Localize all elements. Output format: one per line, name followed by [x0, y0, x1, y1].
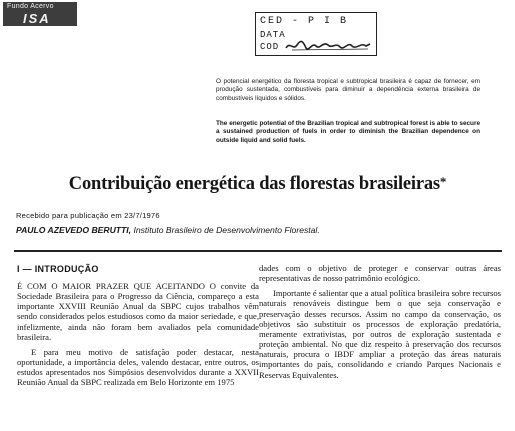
paragraph: É COM O MAIOR PRAZER QUE ACEITANDO O convite da Sociedade Brasileira para o Progresso da Ciência, compareço a esta importante XXVIII Reunião Anual da SBPC cujos trabalhos vêm sendo considerados pelos estudiosos como da maior seriedade, e que, infelizmente, ainda não foram bem avaliados pela comunidade brasileira. [17, 281, 259, 342]
stamp-code: CED - P I B [260, 16, 349, 27]
section-heading: I — INTRODUÇÃO [17, 264, 99, 274]
abstract-portuguese: O potencial energético da floresta tropical e subtropical brasileira é capaz de fornecer, em produção sustentada, combustíveis para diminuir a dependência externa brasileira de combustíveis líquidos e sólidos. [216, 78, 480, 102]
watermark-logo [3, 2, 77, 26]
author-name: PAULO AZEVEDO BERUTTI, [16, 225, 132, 235]
stamp-date-label: DATA [260, 30, 286, 40]
watermark-caption: Fundo Acervo [7, 3, 54, 10]
abstract-english: The energetic potential of the Brazilian tropical and subtropical forest is able to secure a sustained production of fuels in order to diminish the Brazilian dependence on outside liquid and solid fuels. [216, 120, 480, 144]
paragraph: dades com o objetivo de proteger e conservar outras áreas representativas de nosso patrimônio ecológico. [259, 263, 501, 284]
title-footnote-mark: * [439, 174, 447, 189]
stamp-cod-label: COD [260, 42, 280, 52]
author-affiliation: Instituto Brasileiro de Desenvolvimento Florestal. [133, 225, 320, 235]
section-divider [14, 250, 502, 252]
body-column-right [259, 263, 501, 431]
article-title [0, 174, 515, 195]
article-title-text: Contribuição energética das florestas brasileiras [68, 174, 440, 194]
author-line [16, 225, 320, 235]
handwritten-signature [284, 39, 372, 52]
body-column-left [17, 281, 259, 431]
paragraph: Importante é salientar que a atual política brasileira sobre recursos naturais renováveis distingue bem o que seja conservação e preservação desses recursos. Assim no campo da conservação, os objetivos são substituir os processos de exploração predatória, meramente extrativistas, por outros de exploração sustentada e proteção ambiental. No que diz respeito à preservação dos recursos naturais, procura o IBDF ampliar a proteção das áreas naturais importantes do país, consolidando e criando Parques Nacionais e Reservas Equivalentes. [259, 288, 501, 380]
watermark-wordmark: ISA [23, 11, 51, 26]
received-date: Recebido para publicação em 23/7/1976 [16, 211, 160, 220]
archive-stamp [255, 12, 377, 56]
paragraph: E para meu motivo de satisfação poder destacar, nesta oportunidade, a importância deles, valendo destacar, entre outros, os estudos apresentados nos Simpósios desenvolvidos durante a XXVII Reunião Anual da SBPC realizada em Belo Horizonte em 1975 [17, 346, 259, 388]
